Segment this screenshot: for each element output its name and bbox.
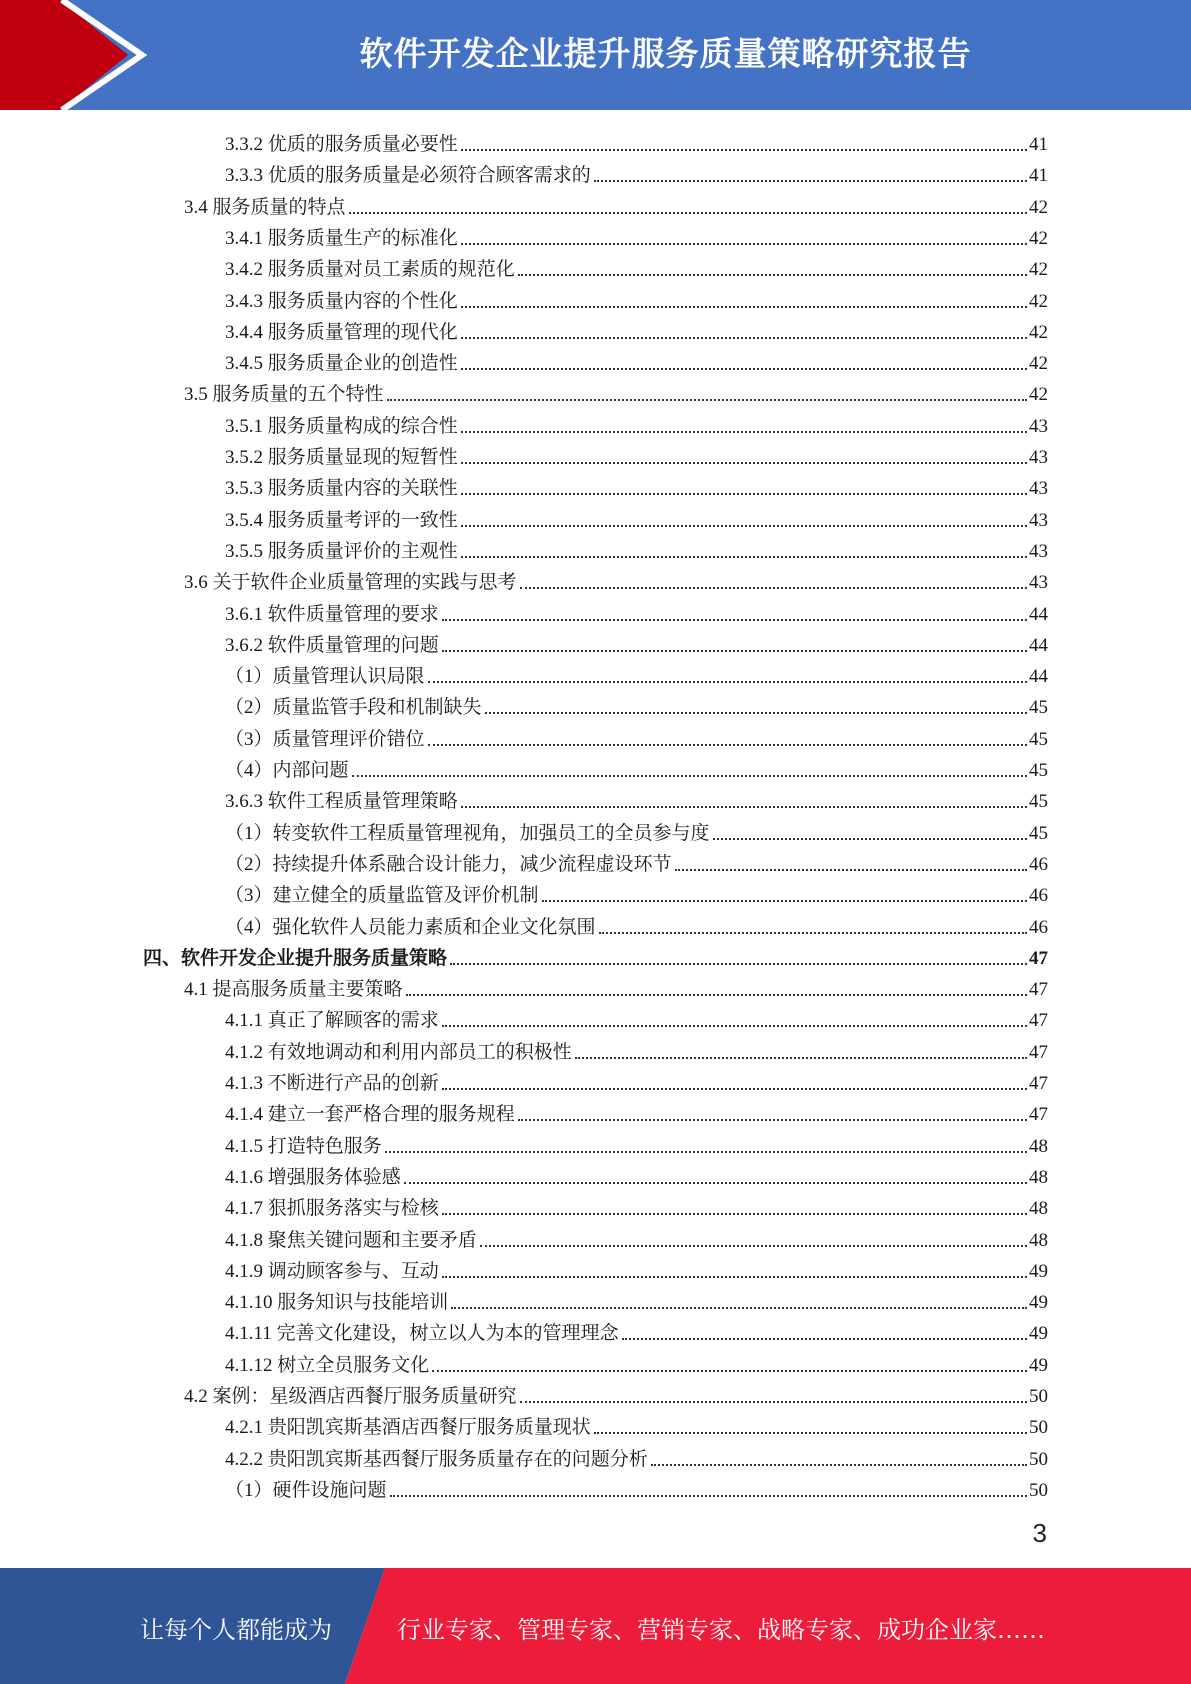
toc-entry-page: 46 [1029,916,1048,938]
chevron-arrow-icon [0,0,160,110]
toc-dot-leader [461,806,1027,808]
toc-entry[interactable] [225,753,1048,784]
toc-dot-leader [594,1432,1027,1434]
toc-entry[interactable] [225,910,1048,941]
toc-entry[interactable] [225,221,1048,252]
toc-entry-label: （1）转变软件工程质量管理视角，加强员工的全员参与度 [225,822,710,844]
toc-dot-leader [461,493,1027,495]
toc-entry[interactable] [225,1160,1048,1191]
toc-entry[interactable] [225,597,1048,628]
toc-entry-page: 50 [1029,1386,1048,1407]
toc-entry-page: 45 [1029,791,1048,813]
toc-entry-page: 48 [1029,1166,1048,1188]
header-bar [0,0,1191,110]
toc-entry-label: 4.1.10 服务知识与技能培训 [225,1292,449,1314]
toc-entry-label: 四、软件开发企业提升服务质量策略 [143,947,448,969]
toc-entry-page: 41 [1029,165,1048,187]
toc-entry-label: 4.1.8 聚焦关键问题和主要矛盾 [225,1229,477,1251]
toc-dot-leader [442,1025,1027,1027]
toc-entry[interactable] [225,409,1048,440]
toc-entry[interactable] [184,190,1048,221]
toc-entry-label: 3.5.1 服务质量构成的综合性 [225,415,458,437]
toc-entry-page: 43 [1029,415,1048,437]
toc-entry-page: 49 [1029,1323,1048,1345]
toc-entry-label: 3.5.4 服务质量考评的一致性 [225,509,458,531]
toc-entry-page: 48 [1029,1198,1048,1220]
toc-dot-leader [485,712,1027,714]
toc-entry-page: 50 [1029,1448,1048,1470]
toc-entry-label: 4.1.12 树立全员服务文化 [225,1354,430,1376]
toc-entry-page: 42 [1029,384,1048,406]
toc-entry-page: 45 [1029,760,1048,781]
document-title: 软件开发企业提升服务质量策略研究报告 [359,34,972,73]
toc-entry[interactable] [225,127,1048,158]
toc-entry[interactable] [225,1191,1048,1222]
toc-entry-label: 4.2.1 贵阳凯宾斯基酒店西餐厅服务质量现状 [225,1417,591,1439]
toc-entry-page: 48 [1029,1229,1048,1251]
toc-entry-page: 43 [1029,478,1048,500]
toc-entry[interactable] [225,158,1048,189]
toc-dot-leader [461,431,1027,433]
toc-dot-leader [442,1088,1027,1090]
toc-entry-page: 43 [1029,540,1048,562]
toc-entry-page: 42 [1029,259,1048,281]
toc-entry-label: （2）质量监管手段和机制缺失 [225,697,482,719]
toc-entry-page: 42 [1029,196,1048,218]
toc-dot-leader [461,462,1027,464]
toc-dot-leader [518,274,1027,276]
toc-entry-page: 45 [1029,822,1048,844]
toc-entry-label: （3）建立健全的质量监管及评价机制 [225,885,539,907]
page-number: 3 [1032,1518,1047,1548]
footer-banner [0,1568,1191,1684]
toc-entry[interactable] [225,1316,1048,1347]
footer-slogan-right: 行业专家、管理专家、营销专家、战略专家、成功企业家…… [397,1616,1045,1644]
toc-entry[interactable] [225,252,1048,283]
toc-entry[interactable] [225,659,1048,690]
toc-entry[interactable] [143,941,1048,972]
toc-dot-leader [520,587,1027,589]
toc-entry-page: 43 [1029,572,1048,594]
toc-entry[interactable] [225,847,1048,878]
toc-entry-label: 4.1.7 狠抓服务落实与检核 [225,1198,439,1220]
toc-dot-leader [390,1495,1027,1497]
toc-entry-label: 4.1 提高服务质量主要策略 [184,979,403,1001]
toc-entry-label: 3.4.1 服务质量生产的标准化 [225,227,458,249]
toc-dot-leader [542,900,1027,902]
toc-dot-leader [406,994,1027,996]
toc-entry-label: 3.5 服务质量的五个特性 [184,384,384,406]
toc-dot-leader [442,650,1027,652]
toc-entry-label: 3.4.3 服务质量内容的个性化 [225,290,458,312]
toc-entry[interactable] [225,1254,1048,1285]
toc-entry-label: 3.5.5 服务质量评价的主观性 [225,540,458,562]
toc-entry[interactable] [225,816,1048,847]
toc-entry-label: 3.6.3 软件工程质量管理策略 [225,791,458,813]
toc-dot-leader [461,556,1027,558]
toc-dot-leader [442,1213,1027,1215]
toc-entry-label: （1）质量管理认识局限 [225,666,425,688]
toc-dot-leader [442,619,1027,621]
toc-dot-leader [461,337,1027,339]
toc-entry-label: 3.4 服务质量的特点 [184,196,346,218]
toc-entry[interactable] [225,440,1048,471]
toc-entry-page: 49 [1029,1260,1048,1282]
toc-entry-page: 47 [1029,947,1048,969]
toc-dot-leader [461,149,1027,151]
toc-entry-label: 4.1.1 真正了解顾客的需求 [225,1010,439,1032]
toc-entry-page: 50 [1029,1479,1048,1501]
toc-entry[interactable] [225,1410,1048,1441]
toc-entry[interactable] [225,1285,1048,1316]
toc-entry-label: 4.1.5 打造特色服务 [225,1135,382,1157]
toc-entry-page: 42 [1029,290,1048,312]
toc-entry-label: 3.4.2 服务质量对员工素质的规范化 [225,259,515,281]
toc-dot-leader [450,963,1027,965]
toc-entry[interactable] [225,503,1048,534]
toc-entry-page: 49 [1029,1354,1048,1376]
toc-dot-leader [461,243,1027,245]
toc-entry-label: 3.3.2 优质的服务质量必要性 [225,134,458,155]
toc-dot-leader [518,1119,1027,1121]
toc-entry-page: 43 [1029,509,1048,531]
toc-entry-page: 49 [1029,1292,1048,1314]
toc-entry-label: 3.6 关于软件企业质量管理的实践与思考 [184,572,517,594]
toc-dot-leader [480,1245,1027,1247]
toc-entry-label: （1）硬件设施问题 [225,1479,387,1501]
toc-entry-page: 43 [1029,447,1048,468]
toc-entry-label: 4.1.3 不断进行产品的创新 [225,1073,439,1094]
toc-entry-page: 45 [1029,697,1048,719]
toc-entry[interactable] [225,722,1048,753]
toc-entry-label: 4.1.11 完善文化建设，树立以人为本的管理理念 [225,1323,619,1345]
toc-entry-page: 47 [1029,1104,1048,1126]
toc-entry[interactable] [225,534,1048,565]
toc-dot-leader [451,1307,1027,1309]
toc-entry-label: 4.1.6 增强服务体验感 [225,1166,401,1188]
toc-dot-leader [713,838,1027,840]
toc-entry-page: 47 [1029,979,1048,1001]
toc-dot-leader [461,306,1027,308]
toc-entry[interactable] [225,690,1048,721]
toc-entry[interactable] [225,471,1048,502]
toc-entry-page: 42 [1029,353,1048,375]
toc-entry-page: 45 [1029,728,1048,750]
toc-entry-page: 50 [1029,1417,1048,1439]
toc-dot-leader [622,1338,1027,1340]
toc-entry[interactable] [184,1379,1048,1410]
toc-entry-page: 44 [1029,634,1048,656]
toc-dot-leader [442,1276,1027,1278]
toc-entry[interactable] [225,1066,1048,1097]
toc-entry-page: 41 [1029,134,1048,155]
toc-entry[interactable] [184,565,1048,596]
toc-entry-label: 3.6.2 软件质量管理的问题 [225,634,439,656]
toc-entry-label: 4.2 案例：星级酒店西餐厅服务质量研究 [184,1386,517,1407]
toc-entry-page: 46 [1029,885,1048,907]
toc-dot-leader [349,212,1027,214]
toc-entry[interactable] [225,1473,1048,1504]
toc-entry[interactable] [225,1097,1048,1128]
toc-entry[interactable] [225,1129,1048,1160]
toc-entry-label: 3.4.4 服务质量管理的现代化 [225,321,458,343]
toc-entry-page: 44 [1029,603,1048,625]
toc-dot-leader [461,525,1027,527]
toc-dot-leader [651,1464,1027,1466]
toc-entry-page: 44 [1029,666,1048,688]
toc-dot-leader [385,1151,1027,1153]
toc-dot-leader [352,775,1027,777]
toc-entry-label: 3.3.3 优质的服务质量是必须符合顾客需求的 [225,165,591,187]
toc-entry-page: 42 [1029,227,1048,249]
toc-dot-leader [675,869,1027,871]
toc-entry-page: 47 [1029,1041,1048,1063]
toc-entry-label: （2）持续提升体系融合设计能力，减少流程虚设环节 [225,853,672,875]
toc-entry[interactable] [225,628,1048,659]
toc-entry[interactable] [225,1003,1048,1034]
toc-dot-leader [428,744,1027,746]
toc-entry-label: 3.5.2 服务质量显现的短暂性 [225,447,458,468]
toc-entry[interactable] [225,346,1048,377]
toc-entry[interactable] [225,1035,1048,1066]
toc-dot-leader [428,681,1027,683]
toc-entry-label: 3.5.3 服务质量内容的关联性 [225,478,458,500]
toc-entry-label: 4.1.9 调动顾客参与、互动 [225,1260,439,1282]
toc-entry-page: 42 [1029,321,1048,343]
toc-entry-label: （4）强化软件人员能力素质和企业文化氛围 [225,916,596,938]
toc-dot-leader [387,399,1027,401]
toc-dot-leader [520,1401,1027,1403]
toc-entry-label: 4.1.2 有效地调动和利用内部员工的积极性 [225,1041,572,1063]
toc-entry-label: 4.1.4 建立一套严格合理的服务规程 [225,1104,515,1126]
toc-entry-label: 4.2.2 贵阳凯宾斯基西餐厅服务质量存在的问题分析 [225,1448,648,1470]
toc-entry-label: （4）内部问题 [225,760,349,781]
toc-dot-leader [432,1370,1027,1372]
toc-entry[interactable] [225,284,1048,315]
toc-entry-label: （3）质量管理评价错位 [225,728,425,750]
toc-entry-page: 48 [1029,1135,1048,1157]
toc-dot-leader [575,1057,1027,1059]
toc-dot-leader [594,180,1027,182]
toc-dot-leader [461,368,1027,370]
toc-dot-leader [404,1182,1027,1184]
toc-entry-page: 46 [1029,853,1048,875]
footer-slogan-left: 让每个人都能成为 [140,1616,332,1644]
toc-entry[interactable] [225,1223,1048,1254]
toc-entry[interactable] [225,315,1048,346]
toc-entry-page: 47 [1029,1073,1048,1094]
toc-entry[interactable] [225,1442,1048,1473]
toc-entry-label: 3.4.5 服务质量企业的创造性 [225,353,458,375]
toc-entry[interactable] [225,878,1048,909]
toc-dot-leader [599,932,1027,934]
toc-entry[interactable] [184,972,1048,1003]
toc-entry-label: 3.6.1 软件质量管理的要求 [225,603,439,625]
toc-entry[interactable] [225,1348,1048,1379]
toc-entry[interactable] [225,784,1048,815]
toc-entry-page: 47 [1029,1010,1048,1032]
toc-entry[interactable] [184,377,1048,408]
